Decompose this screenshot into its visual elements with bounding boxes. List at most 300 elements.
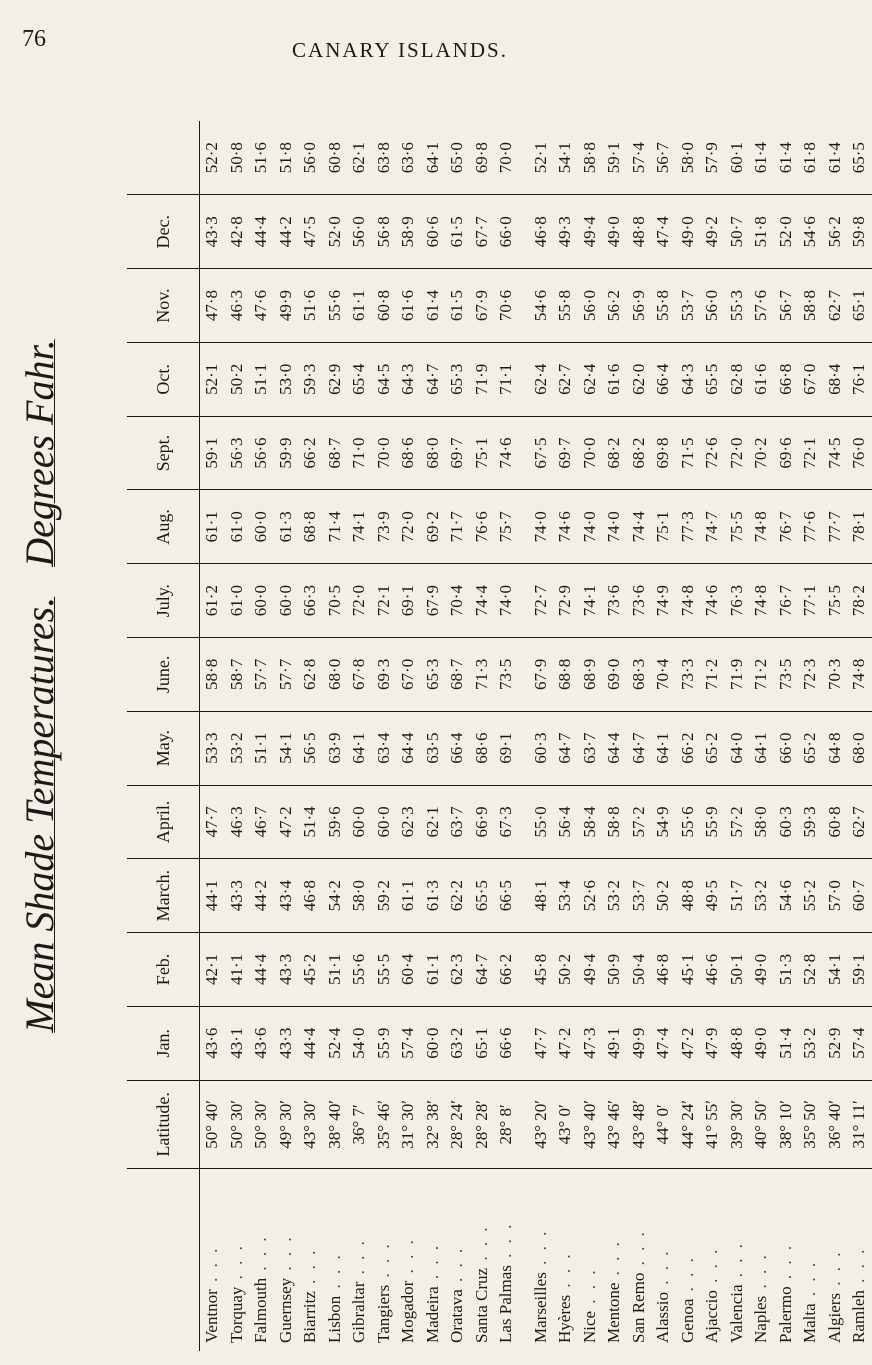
temperature-cell: 62·1 (349, 142, 369, 174)
temperature-cell: 76·7 (774, 564, 799, 638)
temperature-cell: 42·1 (200, 933, 225, 1007)
column-header: July. (127, 564, 200, 638)
temperature-cell: 47·4 (651, 195, 676, 269)
temperature-cell: 77·1 (798, 564, 823, 638)
temperature-cell: 62·7 (553, 342, 578, 416)
temperature-cell: 68·2 (627, 416, 652, 490)
place-name: Genoa (677, 1298, 697, 1343)
place-name: Ramleh (849, 1290, 869, 1343)
temperature-cell: 48·8 (627, 195, 652, 269)
latitude-cell: 35° 50′ (798, 1080, 823, 1169)
temperature-cell: 65·1 (847, 269, 872, 343)
temperature-cell: 62·0 (627, 342, 652, 416)
latitude-cell: 43° 30′ (298, 1080, 323, 1169)
temperature-cell: 68·0 (323, 637, 348, 711)
place-cell (396, 1169, 421, 1351)
temperature-cell: 52·4 (323, 1006, 348, 1080)
column-header: Latitude. (127, 1080, 200, 1169)
column-header: April. (127, 785, 200, 859)
temperature-cell: 72·0 (396, 490, 421, 564)
temperature-cell: 58·8 (579, 142, 599, 174)
place-name: Madeira (422, 1286, 442, 1343)
temperature-cell: 45·2 (298, 933, 323, 1007)
temperature-cell: 53·0 (274, 342, 299, 416)
place-name: San Remo (628, 1272, 648, 1343)
place-name: Mogador (398, 1280, 418, 1343)
latitude-cell: 32° 38′ (421, 1080, 446, 1169)
temperature-cell: 63·4 (372, 711, 397, 785)
temperature-cell: 74·0 (519, 490, 554, 564)
temperature-cell: 67·3 (494, 785, 519, 859)
temperature-cell: 53·2 (602, 859, 627, 933)
leader-dots: . . . (373, 1241, 393, 1285)
temperature-cell: 66·2 (676, 711, 701, 785)
table-row (396, 121, 421, 1351)
place-cell (372, 1169, 397, 1351)
temperature-cell: 54·1 (823, 933, 848, 1007)
table-row (749, 121, 774, 1351)
table-row (225, 121, 250, 1351)
temperature-cell: 68·6 (396, 416, 421, 490)
temperature-cell: 72·1 (372, 564, 397, 638)
temperature-cell: 54·9 (651, 785, 676, 859)
place-cell (823, 1169, 848, 1351)
temperature-cell: 58·8 (200, 637, 225, 711)
latitude-cell: 35° 46′ (372, 1080, 397, 1169)
temperature-cell: 58·0 (749, 785, 774, 859)
temperature-cell: 46·3 (225, 269, 250, 343)
place-name: Valencia (726, 1284, 746, 1343)
temperature-cell: 60·0 (274, 564, 299, 638)
temperature-cell: 67·0 (396, 637, 421, 711)
temperature-cell: 66·3 (298, 564, 323, 638)
latitude-cell: 38° 40′ (323, 1080, 348, 1169)
temperature-cell: 53·3 (200, 711, 225, 785)
temperature-cell: 63·7 (445, 785, 470, 859)
place-cell (578, 1169, 603, 1351)
table-row (470, 121, 495, 1351)
temperature-cell: 64·3 (676, 342, 701, 416)
temperature-cell: 60·8 (372, 269, 397, 343)
temperature-cell: 61·4 (421, 269, 446, 343)
leader-dots: . . . (849, 1246, 869, 1291)
temperature-cell: 61·3 (421, 859, 446, 933)
temperature-cell: 56·2 (602, 269, 627, 343)
temperature-cell: 69·1 (494, 711, 519, 785)
temperature-cell: 48·1 (519, 859, 554, 933)
temperature-cell: 62·1 (421, 785, 446, 859)
leader-dots: . . . (275, 1234, 295, 1278)
temperature-cell: 62·3 (396, 785, 421, 859)
place-cell (798, 1169, 823, 1351)
leader-dots: . . . (726, 1240, 746, 1285)
latitude-cell: 44° 0′ (651, 1080, 676, 1169)
temperature-cell: 60·6 (421, 195, 446, 269)
place-name: Naples (751, 1295, 771, 1343)
temperature-cell: 53·2 (749, 859, 774, 933)
temperature-cell: 59·1 (200, 416, 225, 490)
temperature-cell: 41·1 (225, 933, 250, 1007)
temperature-cell: 50·2 (553, 933, 578, 1007)
temperature-cell: 65·0 (447, 142, 467, 174)
temperature-cell: 74·6 (553, 490, 578, 564)
temperature-cell: 65·3 (421, 637, 446, 711)
temperature-cell: 69·8 (471, 142, 491, 174)
temperature-cell: 52·0 (323, 195, 348, 269)
leader-dots: . . . (202, 1245, 222, 1290)
temperature-cell: 62·3 (445, 933, 470, 1007)
leader-dots: . . . (422, 1242, 442, 1287)
temperature-cell: 56·0 (578, 269, 603, 343)
latitude-cell: 50° 30′ (249, 1080, 274, 1169)
temperature-cell: 73·6 (602, 564, 627, 638)
header-row (127, 121, 200, 1351)
table-row (627, 121, 652, 1351)
temperature-cell: 74·1 (578, 564, 603, 638)
temperature-cell: 73·3 (676, 637, 701, 711)
temperature-cell: 53·4 (553, 859, 578, 933)
temperature-cell: 70·0 (578, 416, 603, 490)
leader-dots: . . . (604, 1239, 624, 1283)
temperature-cell: 74·8 (676, 564, 701, 638)
temperature-cell: 72·0 (725, 416, 750, 490)
temperature-cell: 57·2 (627, 785, 652, 859)
place-name: Guernsey (275, 1277, 295, 1343)
temperature-cell: 50·7 (725, 195, 750, 269)
temperature-cell: 61·8 (800, 142, 820, 174)
column-header: Jan. (127, 1006, 200, 1080)
temperature-cell: 54·0 (347, 1006, 372, 1080)
temperature-cell: 69·7 (553, 416, 578, 490)
table-row (200, 121, 225, 1351)
temperature-cell: 69·1 (396, 564, 421, 638)
place-name: Gibraltar (349, 1281, 369, 1343)
table-row (519, 121, 554, 1351)
temperature-cell: 49·4 (578, 933, 603, 1007)
temperature-cell: 75·7 (494, 490, 519, 564)
temperature-cell: 75·1 (651, 490, 676, 564)
column-header: June. (127, 637, 200, 711)
temperature-cell: 60·0 (249, 564, 274, 638)
side-title-units: Degrees Fahr. (17, 339, 62, 567)
temperature-cell: 49·0 (749, 933, 774, 1007)
temperature-cell: 61·4 (824, 142, 844, 174)
temperature-cell: 46·8 (519, 195, 554, 269)
temperature-cell: 73·5 (774, 637, 799, 711)
table-row (578, 121, 603, 1351)
temperature-cell: 47·7 (200, 785, 225, 859)
place-name: Ajaccio (702, 1290, 722, 1343)
temperature-cell: 67·9 (470, 269, 495, 343)
temperature-cell: 68·4 (823, 342, 848, 416)
temperature-cell: 62·9 (323, 342, 348, 416)
temperature-cell: 54·2 (323, 859, 348, 933)
place-name: Falmouth (251, 1277, 271, 1343)
temperature-cell: 51·1 (323, 933, 348, 1007)
temperature-cell: 60·0 (347, 785, 372, 859)
temperature-cell: 68·7 (445, 637, 470, 711)
temperature-cell: 47·9 (700, 1006, 725, 1080)
temperature-cell: 46·8 (298, 859, 323, 933)
temperature-cell: 43·3 (200, 195, 225, 269)
place-cell (651, 1169, 676, 1351)
temperature-cell: 55·9 (700, 785, 725, 859)
latitude-cell: 43° 0′ (553, 1080, 578, 1169)
place-name: Ventnor (202, 1289, 222, 1343)
temperature-cell: 75·5 (823, 564, 848, 638)
temperature-cell: 47·2 (553, 1006, 578, 1080)
latitude-cell: 28° 24′ (445, 1080, 470, 1169)
temperature-cell: 73·6 (627, 564, 652, 638)
temperature-cell: 50·4 (627, 933, 652, 1007)
temperature-cell: 47·7 (519, 1006, 554, 1080)
temperature-cell: 77·3 (676, 490, 701, 564)
place-cell (749, 1169, 774, 1351)
leader-dots: . . . (800, 1259, 820, 1304)
leader-dots: . . . (628, 1229, 648, 1273)
temperature-cell: 72·3 (798, 637, 823, 711)
temperature-cell: 61·0 (225, 564, 250, 638)
leader-dots: . . . (751, 1252, 771, 1296)
temperature-cell: 59·9 (274, 416, 299, 490)
temperature-cell: 66·2 (494, 933, 519, 1007)
temperature-cell: 71·1 (494, 342, 519, 416)
temperature-cell: 76·1 (847, 342, 872, 416)
temperature-cell: 51·6 (251, 142, 271, 174)
temperature-cell: 51·4 (774, 1006, 799, 1080)
temperature-cell: 47·5 (298, 195, 323, 269)
temperature-cell: 59·1 (847, 933, 872, 1007)
temperature-cell: 74·0 (494, 564, 519, 638)
temperature-cell: 55·6 (347, 933, 372, 1007)
temperature-cell: 46·6 (700, 933, 725, 1007)
temperature-cell: 66·8 (774, 342, 799, 416)
leader-dots: . . . (398, 1237, 418, 1281)
temperature-cell: 76·0 (847, 416, 872, 490)
temperature-cell: 61·1 (421, 933, 446, 1007)
temperature-cell: 50·2 (651, 859, 676, 933)
temperature-cell: 68·0 (847, 711, 872, 785)
temperature-cell: 65·5 (700, 342, 725, 416)
temperature-cell: 57·6 (749, 269, 774, 343)
temperature-cell: 49·0 (749, 1006, 774, 1080)
column-header: March. (127, 859, 200, 933)
temperature-cell: 59·1 (604, 142, 624, 174)
temperature-cell: 64·0 (725, 711, 750, 785)
temperature-cell: 47·4 (651, 1006, 676, 1080)
temperature-cell: 67·9 (421, 564, 446, 638)
temperature-cell: 65·5 (470, 859, 495, 933)
temperature-cell: 61·4 (775, 142, 795, 174)
temperature-cell: 75·1 (470, 416, 495, 490)
temperature-cell: 47·8 (200, 269, 225, 343)
temperature-cell: 49·0 (602, 195, 627, 269)
temperature-cell: 72·6 (700, 416, 725, 490)
temperature-cell: 47·2 (274, 785, 299, 859)
temperature-cell: 53·2 (225, 711, 250, 785)
temperature-cell: 60·0 (372, 785, 397, 859)
temperature-cell: 64·4 (396, 711, 421, 785)
temperature-cell: 47·3 (578, 1006, 603, 1080)
temperature-cell: 51·8 (275, 142, 295, 174)
leader-dots: . . . (251, 1234, 271, 1278)
temperature-cell: 50·8 (226, 142, 246, 174)
column-header (127, 1169, 200, 1351)
column-header: Feb. (127, 933, 200, 1007)
latitude-cell: 36° 40′ (823, 1080, 848, 1169)
place-cell (470, 1169, 495, 1351)
temperature-cell: 51·6 (298, 269, 323, 343)
temperature-cell: 44·2 (274, 195, 299, 269)
temperature-cell: 69·8 (651, 416, 676, 490)
temperature-cell: 44·1 (200, 859, 225, 933)
temperature-cell: 72·7 (519, 564, 554, 638)
leader-dots: . . . (324, 1252, 344, 1296)
temperature-cell: 43·3 (225, 859, 250, 933)
running-head: CANARY ISLANDS. (292, 38, 508, 62)
place-cell (700, 1169, 725, 1351)
temperature-cell: 78·1 (847, 490, 872, 564)
temperature-cell: 56·7 (653, 142, 673, 174)
temperature-cell: 68·8 (298, 490, 323, 564)
temperature-cell: 52·1 (530, 142, 550, 174)
temperature-cell: 52·0 (774, 195, 799, 269)
temperature-cell: 68·2 (602, 416, 627, 490)
temperature-cell: 74·8 (749, 564, 774, 638)
table-row (494, 121, 519, 1351)
temperature-cell: 63·8 (373, 142, 393, 174)
temperature-cell: 60·1 (726, 142, 746, 174)
temperature-cell: 53·7 (627, 859, 652, 933)
temperature-cell: 64·7 (627, 711, 652, 785)
temperature-cell: 51·4 (298, 785, 323, 859)
temperature-cell: 68·6 (470, 711, 495, 785)
temperature-cell: 70·0 (496, 142, 516, 174)
temperature-cell: 49·9 (274, 269, 299, 343)
temperature-cell: 67·9 (519, 637, 554, 711)
temperature-cell: 65·1 (470, 1006, 495, 1080)
temperature-cell: 68·8 (553, 637, 578, 711)
table-row (823, 121, 848, 1351)
table-body (200, 121, 872, 1351)
temperature-cell: 76·3 (725, 564, 750, 638)
temperature-cell: 71·2 (749, 637, 774, 711)
latitude-cell: 43° 48′ (627, 1080, 652, 1169)
temperature-cell: 66·2 (298, 416, 323, 490)
temperature-cell: 66·0 (494, 195, 519, 269)
temperature-cell: 57·4 (628, 142, 648, 174)
place-name: Torquay (226, 1286, 246, 1343)
temperature-cell: 63·9 (323, 711, 348, 785)
temperature-cell: 46·3 (225, 785, 250, 859)
temperature-cell: 60·3 (519, 711, 554, 785)
table-row (445, 121, 470, 1351)
temperature-cell: 76·6 (470, 490, 495, 564)
leader-dots: . . . (496, 1221, 516, 1266)
temperature-table (127, 121, 872, 1351)
temperature-cell: 48·8 (725, 1006, 750, 1080)
temperature-cell: 43·3 (274, 933, 299, 1007)
temperature-cell: 75·5 (725, 490, 750, 564)
place-cell (347, 1169, 372, 1351)
column-header: Dec. (127, 195, 200, 269)
temperature-cell: 53·7 (676, 269, 701, 343)
temperature-cell: 65·2 (700, 711, 725, 785)
latitude-cell: 39° 30′ (725, 1080, 750, 1169)
temperature-cell: 52·2 (202, 142, 222, 174)
temperature-cell: 61·3 (274, 490, 299, 564)
temperature-cell: 64·1 (749, 711, 774, 785)
temperature-cell: 66·9 (470, 785, 495, 859)
temperature-cell: 72·0 (347, 564, 372, 638)
temperature-cell: 59·2 (372, 859, 397, 933)
temperature-cell: 70·5 (323, 564, 348, 638)
place-name: Lisbon (324, 1295, 344, 1343)
temperature-cell: 77·6 (798, 490, 823, 564)
place-name: Santa Cruz (471, 1267, 491, 1343)
place-cell (249, 1169, 274, 1351)
leader-dots: . . . (653, 1248, 673, 1292)
temperature-table-rotated (127, 121, 869, 1351)
temperature-cell: 56·2 (823, 195, 848, 269)
temperature-cell: 69·0 (602, 637, 627, 711)
temperature-cell: 58·8 (602, 785, 627, 859)
temperature-cell: 56·8 (372, 195, 397, 269)
temperature-cell: 55·6 (323, 269, 348, 343)
temperature-cell: 63·6 (398, 142, 418, 174)
table-row (676, 121, 701, 1351)
temperature-cell: 74·7 (700, 490, 725, 564)
place-cell (602, 1169, 627, 1351)
table-row (651, 121, 676, 1351)
place-cell (676, 1169, 701, 1351)
temperature-cell: 64·7 (470, 933, 495, 1007)
temperature-cell: 64·7 (553, 711, 578, 785)
leader-dots: . . . (824, 1249, 844, 1293)
table-row (847, 121, 872, 1351)
temperature-cell: 61·0 (225, 490, 250, 564)
place-cell (225, 1169, 250, 1351)
temperature-cell: 62·4 (519, 342, 554, 416)
place-cell (323, 1169, 348, 1351)
latitude-cell: 28° 28′ (470, 1080, 495, 1169)
temperature-cell: 74·9 (651, 564, 676, 638)
temperature-cell: 68·9 (578, 637, 603, 711)
leader-dots: . . . (349, 1238, 369, 1282)
temperature-cell: 71·3 (470, 637, 495, 711)
leader-dots: . . . (677, 1255, 697, 1299)
temperature-cell: 62·4 (578, 342, 603, 416)
temperature-cell: 77·7 (823, 490, 848, 564)
temperature-cell: 54·6 (519, 269, 554, 343)
column-header: May. (127, 711, 200, 785)
leader-dots: . . . (226, 1243, 246, 1287)
place-name: Nice (579, 1310, 599, 1343)
temperature-cell: 61·1 (347, 269, 372, 343)
place-cell (774, 1169, 799, 1351)
temperature-cell: 67·0 (798, 342, 823, 416)
temperature-cell: 70·0 (372, 416, 397, 490)
temperature-cell: 65·4 (347, 342, 372, 416)
table-row (798, 121, 823, 1351)
latitude-cell: 43° 40′ (578, 1080, 603, 1169)
place-name: Mentone (604, 1282, 624, 1343)
temperature-cell: 49·0 (676, 195, 701, 269)
temperature-cell: 57·7 (274, 637, 299, 711)
temperature-cell: 59·3 (798, 785, 823, 859)
place-cell (553, 1169, 578, 1351)
temperature-cell: 73·5 (494, 637, 519, 711)
